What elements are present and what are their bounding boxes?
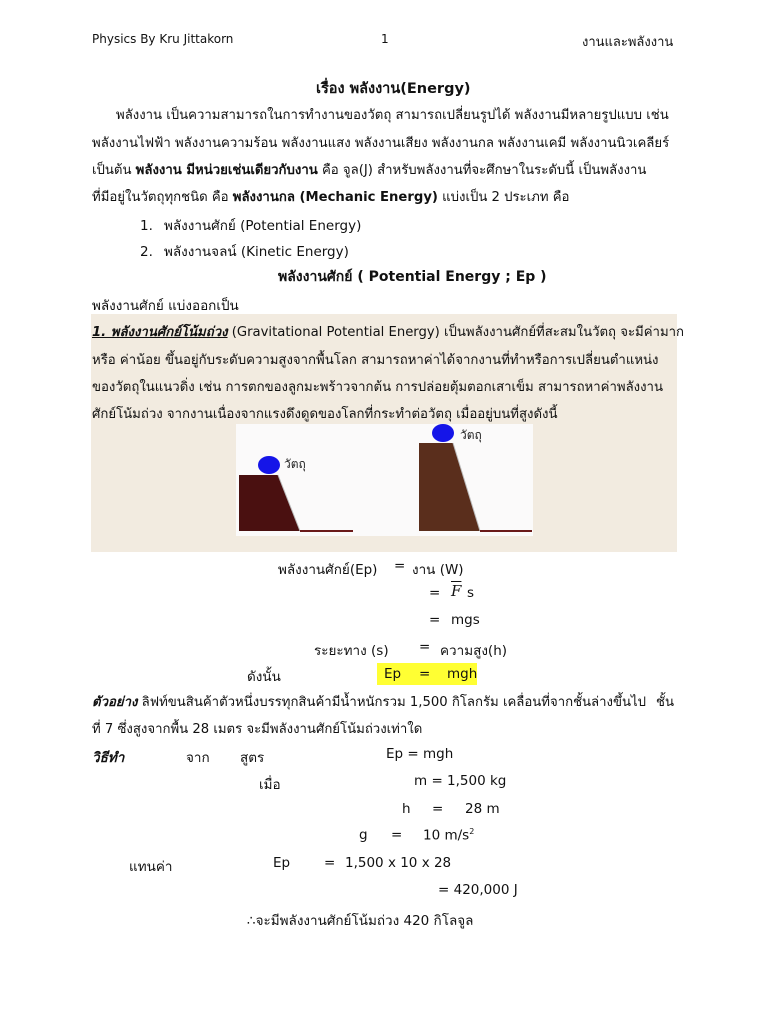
intro-text: ที่มีอยู่ในวัตถุทุกชนิด คือ bbox=[92, 190, 233, 205]
distance-label: ระยะทาง (s) bbox=[314, 643, 389, 659]
gravity-value bbox=[423, 827, 474, 844]
final-result: = 420,000 J bbox=[438, 882, 518, 898]
mgs-term: mgs bbox=[451, 612, 480, 628]
example-label: ตัวอย่าง bbox=[92, 695, 138, 710]
substitute-expression: 1,500 x 10 x 28 bbox=[345, 855, 452, 871]
example-text: ลิฟท์ขนสินค้าตัวหนึ่งบรรทุกสินค้ามีน้ำหนักรวม 1,500 กิโลกรัม เคลื่อนที่จากชั้นล่างขึ้นไป bbox=[137, 695, 647, 710]
intro-line-2: พลังงานไฟฟ้า พลังงานความร้อน พลังงานแสง พลังงานเสียง พลังงานกล พลังงานเคมี พลังงานนิวเคลียร์ bbox=[92, 136, 670, 151]
intro-text: เป็นต้น bbox=[92, 163, 136, 178]
low-block bbox=[239, 475, 300, 531]
ep-label: พลังงานศักย์(Ep) bbox=[278, 562, 378, 578]
gpe-line-4: ศักย์โน้มถ่วง จากงานเนื่องจากแรงดึงดูดของโลกที่กระทำต่อวัตถุ เมื่ออยู่บนที่สูงดังนี้ bbox=[92, 407, 558, 422]
gpe-term: 1. พลังงานศักย์โน้มถ่วง bbox=[92, 325, 228, 340]
result-equals: = bbox=[419, 666, 431, 682]
gpe-line-2: หรือ ค่าน้อย ขึ้นอยู่กับระดับความสูงจากพื้นโลก สามารถหาค่าได้จากงานที่ทำหรือการเปลี่ยนตำแหน่ง bbox=[92, 353, 659, 368]
energy-unit-statement: พลังงาน มีหน่วยเช่นเดียวกับงาน bbox=[135, 163, 318, 178]
displacement-s: s bbox=[467, 585, 475, 601]
mechanical-energy-term: พลังงานกล bbox=[232, 190, 295, 205]
example-line-1 bbox=[92, 691, 646, 712]
intro-text: คือ จูล(J) สำหรับพลังงานที่จะศึกษาในระดับนี้ เป็นพลังงาน bbox=[317, 163, 647, 178]
intro-line-4 bbox=[92, 186, 569, 207]
list-number: 2. bbox=[140, 244, 153, 260]
height-term: ความสูง(h) bbox=[440, 643, 508, 659]
result-ep: Ep bbox=[384, 666, 402, 682]
page-title: เรื่อง พลังงาน(Energy) bbox=[316, 81, 471, 97]
mass-value: m = 1,500 kg bbox=[414, 773, 507, 789]
height-figure bbox=[236, 424, 533, 536]
intro-line-3 bbox=[92, 159, 646, 180]
formula: Ep = mgh bbox=[386, 746, 454, 762]
intro-line-1: พลังงาน เป็นความสามารถในการทำงานของวัตถุ สามารถเปลี่ยนรูปได้ พลังงานมีหลายรูปแบบ เช่น bbox=[116, 108, 669, 123]
substitute-ep: Ep bbox=[273, 855, 291, 871]
example-line-1-end: ชั้น bbox=[656, 695, 674, 710]
conclusion: ∴จะมีพลังงานศักย์โน้มถ่วง 420 กิโลจูล bbox=[247, 913, 474, 929]
high-block bbox=[419, 443, 480, 531]
gpe-line-1 bbox=[92, 321, 684, 342]
page-number: 1 bbox=[381, 32, 389, 46]
mechanical-energy-english: (Mechanic Energy) bbox=[294, 190, 438, 205]
pe-divides-text: พลังงานศักย์ แบ่งออกเป็น bbox=[92, 298, 239, 314]
list-item bbox=[140, 214, 361, 236]
equals-sign: = bbox=[419, 639, 431, 655]
list-text: พลังงานศักย์ (Potential Energy) bbox=[164, 218, 362, 234]
header-right: งานและพลังงาน bbox=[582, 35, 674, 50]
substitute-equals: = bbox=[324, 855, 336, 871]
gravity-equals: = bbox=[391, 827, 403, 843]
height-figure-svg bbox=[236, 424, 533, 536]
therefore-label: ดังนั้น bbox=[247, 669, 281, 685]
list-item bbox=[140, 240, 349, 262]
list-text: พลังงานจลน์ (Kinetic Energy) bbox=[164, 244, 349, 260]
high-object-ball bbox=[432, 424, 454, 442]
force-vector bbox=[451, 582, 461, 600]
equals-sign: = bbox=[429, 585, 441, 601]
equals-sign: = bbox=[429, 612, 441, 628]
header-left: Physics By Kru Jittakorn bbox=[92, 32, 234, 46]
force-symbol: $\overline{F}$ bbox=[451, 582, 462, 600]
solution-label: วิธีทำ bbox=[92, 750, 125, 766]
gravity-exponent: 2 bbox=[469, 827, 475, 836]
height-value: 28 m bbox=[465, 801, 500, 817]
example-line-2: ที่ 7 ซึ่งสูงจากพื้น 28 เมตร จะมีพลังงานศักย์โน้มถ่วงเท่าใด bbox=[92, 722, 423, 737]
gpe-line-3: ของวัตถุในแนวดิ่ง เช่น การตกของลูกมะพร้าวจากต้น การปล่อยตุ้มตอกเสาเข็ม สามารถหาค่าพลังงาน bbox=[92, 380, 663, 395]
when-label: เมื่อ bbox=[259, 777, 281, 793]
work-term: งาน (W) bbox=[412, 562, 464, 578]
gravity-number: 10 m/s bbox=[423, 827, 470, 844]
from-label: จาก bbox=[186, 750, 210, 766]
substitute-label: แทนค่า bbox=[129, 859, 173, 875]
low-object-label: วัตถุ bbox=[284, 457, 306, 471]
height-equals: = bbox=[432, 801, 444, 817]
result-mgh: mgh bbox=[447, 666, 478, 682]
equals-sign: = bbox=[394, 558, 406, 574]
high-object-label: วัตถุ bbox=[460, 428, 482, 442]
height-name: h bbox=[402, 801, 411, 817]
gpe-text: (Gravitational Potential Energy) เป็นพลังงานศักย์ที่สะสมในวัตถุ จะมีค่ามาก bbox=[227, 325, 685, 340]
section-heading: พลังงานศักย์ ( Potential Energy ; Ep ) bbox=[278, 269, 547, 285]
list-number: 1. bbox=[140, 218, 153, 234]
intro-text: แบ่งเป็น 2 ประเภท คือ bbox=[437, 190, 570, 205]
formula-label: สูตร bbox=[240, 750, 265, 766]
low-object-ball bbox=[258, 456, 280, 474]
gravity-name: g bbox=[359, 827, 368, 843]
